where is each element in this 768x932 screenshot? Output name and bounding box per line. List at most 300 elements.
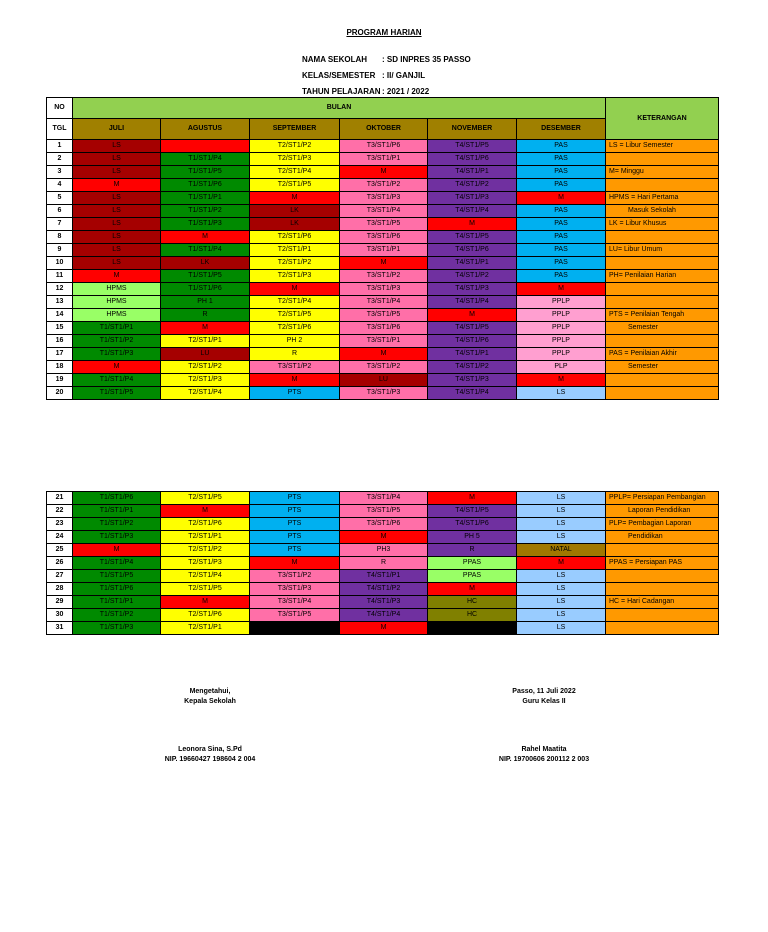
- schedule-cell: HPMS: [73, 296, 161, 309]
- day-number: 19: [47, 374, 73, 387]
- schedule-cell: HC: [428, 596, 517, 609]
- day-number: 25: [47, 544, 73, 557]
- schedule-cell: PPAS: [428, 557, 517, 570]
- schedule-cell: LS: [517, 387, 606, 400]
- keterangan-cell: [606, 544, 719, 557]
- schedule-cell: LS: [73, 257, 161, 270]
- schedule-cell: LS: [517, 492, 606, 505]
- schedule-cell: PAS: [517, 257, 606, 270]
- day-number: 30: [47, 609, 73, 622]
- day-number: 1: [47, 140, 73, 153]
- schedule-cell: T1/ST1/P3: [73, 531, 161, 544]
- keterangan-cell: [606, 257, 719, 270]
- schedule-cell: T4/ST1/P1: [428, 166, 517, 179]
- schedule-cell: M: [250, 283, 340, 296]
- schedule-cell: T1/ST1/P5: [161, 166, 250, 179]
- schedule-cell: T2/ST1/P4: [161, 570, 250, 583]
- schedule-cell: LS: [73, 192, 161, 205]
- schedule-cell: T3/ST1/P5: [340, 218, 428, 231]
- schedule-cell: LS: [517, 531, 606, 544]
- info-value: : 2021 / 2022: [382, 87, 430, 96]
- schedule-cell: PTS: [250, 505, 340, 518]
- keterangan-cell: [606, 179, 719, 192]
- schedule-cell: T2/ST1/P1: [161, 622, 250, 635]
- keterangan-cell: PPLP= Persiapan Pembangian: [606, 492, 719, 505]
- schedule-cell: T1/ST1/P3: [73, 348, 161, 361]
- schedule-cell: PAS: [517, 166, 606, 179]
- keterangan-cell: PLP= Pembagian Laporan: [606, 518, 719, 531]
- schedule-cell: PPAS: [428, 570, 517, 583]
- day-number: 14: [47, 309, 73, 322]
- schedule-cell: T3/ST1/P5: [340, 505, 428, 518]
- schedule-cell: PTS: [250, 531, 340, 544]
- signature-right-heading: [484, 687, 604, 707]
- day-number: 20: [47, 387, 73, 400]
- info-label: KELAS/SEMESTER: [302, 71, 376, 80]
- schedule-cell: T2/ST1/P4: [250, 166, 340, 179]
- day-number: 29: [47, 596, 73, 609]
- schedule-cell: T3/ST1/P2: [340, 361, 428, 374]
- table-row: [47, 518, 719, 531]
- schedule-cell: T4/ST1/P6: [428, 335, 517, 348]
- schedule-cell: T2/ST1/P2: [250, 257, 340, 270]
- schedule-cell: T2/ST1/P3: [161, 374, 250, 387]
- keterangan-cell: LS = Libur Semester: [606, 140, 719, 153]
- schedule-cell: T3/ST1/P3: [340, 387, 428, 400]
- schedule-cell: T1/ST1/P1: [161, 192, 250, 205]
- schedule-cell: T2/ST1/P5: [161, 492, 250, 505]
- schedule-cell: T3/ST1/P2: [340, 179, 428, 192]
- table-row: [47, 166, 719, 179]
- schedule-cell: T3/ST1/P5: [340, 309, 428, 322]
- signature-line: Mengetahui,: [189, 688, 231, 695]
- schedule-cell: T1/ST1/P6: [161, 179, 250, 192]
- keterangan-cell: [606, 335, 719, 348]
- schedule-cell: T4/ST1/P6: [428, 518, 517, 531]
- info-label: TAHUN PELAJARAN: [302, 87, 381, 96]
- schedule-cell: R: [250, 348, 340, 361]
- schedule-cell: PLP: [517, 361, 606, 374]
- keterangan-cell: PH= Penilaian Harian: [606, 270, 719, 283]
- schedule-cell: T2/ST1/P5: [161, 583, 250, 596]
- month-header: DESEMBER: [517, 119, 606, 140]
- table-row: [47, 609, 719, 622]
- schedule-cell: T4/ST1/P4: [340, 609, 428, 622]
- info-row-school: [302, 53, 471, 69]
- keterangan-cell: [606, 231, 719, 244]
- schedule-cell: LS: [517, 518, 606, 531]
- table-row: [47, 192, 719, 205]
- table-row: [47, 296, 719, 309]
- schedule-cell: LS: [517, 583, 606, 596]
- day-number: 3: [47, 166, 73, 179]
- keterangan-cell: Pendidikan: [606, 531, 719, 544]
- schedule-cell: LS: [73, 244, 161, 257]
- day-number: 2: [47, 153, 73, 166]
- schedule-cell: M: [250, 374, 340, 387]
- day-number: 31: [47, 622, 73, 635]
- table-row: [47, 205, 719, 218]
- schedule-cell: LS: [73, 140, 161, 153]
- day-number: 15: [47, 322, 73, 335]
- schedule-cell: R: [428, 544, 517, 557]
- table-row: [47, 531, 719, 544]
- schedule-cell: T1/ST1/P1: [73, 505, 161, 518]
- schedule-cell: T2/ST1/P3: [250, 153, 340, 166]
- info-value: : SD INPRES 35 PASSO: [382, 55, 471, 64]
- table-row: [47, 309, 719, 322]
- table-row: [47, 257, 719, 270]
- day-number: 9: [47, 244, 73, 257]
- schedule-cell: T2/ST1/P2: [250, 140, 340, 153]
- keterangan-cell: [606, 374, 719, 387]
- schedule-cell: LU: [161, 348, 250, 361]
- schedule-cell: NATAL: [517, 544, 606, 557]
- schedule-cell: T3/ST1/P6: [340, 322, 428, 335]
- schedule-cell: T1/ST1/P4: [73, 557, 161, 570]
- schedule-cell: M: [73, 270, 161, 283]
- signature-left-name: [140, 745, 280, 765]
- schedule-cell: T2/ST1/P1: [250, 244, 340, 257]
- schedule-cell: LS: [73, 166, 161, 179]
- schedule-cell: T4/ST1/P4: [428, 296, 517, 309]
- schedule-cell: M: [250, 192, 340, 205]
- schedule-cell: M: [517, 374, 606, 387]
- schedule-cell: T2/ST1/P6: [161, 518, 250, 531]
- day-number: 28: [47, 583, 73, 596]
- schedule-cell: T4/ST1/P5: [428, 322, 517, 335]
- schedule-cell: M: [340, 166, 428, 179]
- schedule-cell: T1/ST1/P5: [161, 270, 250, 283]
- table-row: [47, 348, 719, 361]
- month-header: NOVEMBER: [428, 119, 517, 140]
- schedule-cell: LS: [73, 231, 161, 244]
- schedule-cell: T1/ST1/P6: [73, 583, 161, 596]
- day-number: 6: [47, 205, 73, 218]
- schedule-cell: T2/ST1/P5: [250, 179, 340, 192]
- keterangan-cell: Masuk Sekolah: [606, 205, 719, 218]
- header-bulan: BULAN: [73, 98, 606, 119]
- schedule-cell: T2/ST1/P2: [161, 544, 250, 557]
- schedule-cell: M: [161, 596, 250, 609]
- schedule-cell: T4/ST1/P3: [428, 192, 517, 205]
- schedule-cell: T3/ST1/P2: [250, 361, 340, 374]
- schedule-cell: T3/ST1/P2: [340, 270, 428, 283]
- table-row: [47, 322, 719, 335]
- schedule-cell: M: [517, 557, 606, 570]
- schedule-cell: PAS: [517, 270, 606, 283]
- schedule-cell: M: [428, 583, 517, 596]
- schedule-cell: T3/ST1/P6: [340, 518, 428, 531]
- schedule-cell: HC: [428, 609, 517, 622]
- schedule-cell: T3/ST1/P1: [340, 153, 428, 166]
- table-row: [47, 583, 719, 596]
- signature-left-heading: [150, 687, 270, 707]
- table-row: [47, 140, 719, 153]
- schedule-cell: PH 5: [428, 531, 517, 544]
- keterangan-cell: [606, 609, 719, 622]
- info-value: : II/ GANJIL: [382, 71, 426, 80]
- keterangan-cell: Laporan Pendidikan: [606, 505, 719, 518]
- table-row: [47, 270, 719, 283]
- schedule-cell: PPLP: [517, 335, 606, 348]
- day-number: 27: [47, 570, 73, 583]
- month-header: OKTOBER: [340, 119, 428, 140]
- keterangan-cell: [606, 387, 719, 400]
- table-row: [47, 492, 719, 505]
- day-number: 8: [47, 231, 73, 244]
- schedule-cell: PH3: [340, 544, 428, 557]
- schedule-cell: T4/ST1/P1: [340, 570, 428, 583]
- table-row: [47, 387, 719, 400]
- schedule-cell: T1/ST1/P1: [73, 322, 161, 335]
- day-number: 17: [47, 348, 73, 361]
- table-row: [47, 374, 719, 387]
- table-row: [47, 361, 719, 374]
- schedule-cell: HPMS: [73, 309, 161, 322]
- schedule-cell: T4/ST1/P1: [428, 348, 517, 361]
- schedule-cell: T4/ST1/P3: [428, 374, 517, 387]
- schedule-cell: LK: [250, 205, 340, 218]
- schedule-cell: T4/ST1/P4: [428, 205, 517, 218]
- keterangan-cell: LU= Libur Umum: [606, 244, 719, 257]
- schedule-cell: T3/ST1/P4: [250, 596, 340, 609]
- schedule-cell: PAS: [517, 205, 606, 218]
- day-number: 18: [47, 361, 73, 374]
- schedule-cell: T4/ST1/P5: [428, 140, 517, 153]
- signature-line: Guru Kelas II: [522, 698, 566, 705]
- schedule-cell: T1/ST1/P5: [73, 570, 161, 583]
- table-row: [47, 505, 719, 518]
- schedule-cell: R: [161, 309, 250, 322]
- schedule-cell: PTS: [250, 387, 340, 400]
- schedule-cell: [250, 622, 340, 635]
- keterangan-cell: PPAS = Persiapan PAS: [606, 557, 719, 570]
- schedule-cell: M: [73, 544, 161, 557]
- schedule-cell: T4/ST1/P3: [340, 596, 428, 609]
- schedule-cell: T3/ST1/P4: [340, 492, 428, 505]
- schedule-cell: LS: [73, 205, 161, 218]
- schedule-cell: LU: [340, 374, 428, 387]
- signature-line: Leonora Sina, S.Pd: [178, 746, 242, 753]
- schedule-cell: T2/ST1/P3: [161, 557, 250, 570]
- schedule-cell: PTS: [250, 518, 340, 531]
- schedule-cell: LK: [250, 218, 340, 231]
- signature-line: Rahel Maatita: [521, 746, 567, 753]
- schedule-cell: T2/ST1/P5: [250, 309, 340, 322]
- month-header: SEPTEMBER: [250, 119, 340, 140]
- keterangan-cell: HPMS = Hari Pertama: [606, 192, 719, 205]
- schedule-cell: LS: [517, 570, 606, 583]
- schedule-cell: PPLP: [517, 348, 606, 361]
- keterangan-cell: Semester: [606, 361, 719, 374]
- header-tgl: TGL: [47, 119, 73, 140]
- schedule-cell: T3/ST1/P1: [340, 244, 428, 257]
- schedule-cell: M: [340, 348, 428, 361]
- schedule-cell: T4/ST1/P2: [428, 361, 517, 374]
- schedule-cell: T1/ST1/P1: [73, 596, 161, 609]
- day-number: 7: [47, 218, 73, 231]
- signature-right-name: [474, 745, 614, 765]
- schedule-cell: T3/ST1/P2: [250, 570, 340, 583]
- schedule-cell: T1/ST1/P3: [73, 622, 161, 635]
- schedule-cell: T2/ST1/P2: [161, 361, 250, 374]
- keterangan-cell: LK = Libur Khusus: [606, 218, 719, 231]
- header-keterangan: KETERANGAN: [606, 98, 719, 140]
- schedule-cell: M: [161, 231, 250, 244]
- schedule-cell: PH 1: [161, 296, 250, 309]
- table-row: [47, 153, 719, 166]
- signature-line: NIP. 19660427 198604 2 004: [164, 756, 256, 763]
- day-number: 26: [47, 557, 73, 570]
- schedule-cell: T4/ST1/P6: [428, 153, 517, 166]
- month-header: AGUSTUS: [161, 119, 250, 140]
- schedule-cell: PAS: [517, 231, 606, 244]
- schedule-cell: M: [517, 192, 606, 205]
- schedule-cell: PPLP: [517, 322, 606, 335]
- schedule-cell: T2/ST1/P3: [250, 270, 340, 283]
- table-row: [47, 179, 719, 192]
- schedule-cell: T3/ST1/P5: [250, 609, 340, 622]
- schedule-cell: T4/ST1/P2: [340, 583, 428, 596]
- day-number: 16: [47, 335, 73, 348]
- schedule-cell: T3/ST1/P6: [340, 140, 428, 153]
- schedule-cell: T1/ST1/P2: [161, 205, 250, 218]
- schedule-cell: M: [340, 531, 428, 544]
- day-number: 24: [47, 531, 73, 544]
- schedule-cell: T4/ST1/P5: [428, 505, 517, 518]
- schedule-cell: T1/ST1/P3: [161, 218, 250, 231]
- month-header: JULI: [73, 119, 161, 140]
- signature-line: NIP. 19700606 200112 2 003: [498, 756, 590, 763]
- schedule-cell: T4/ST1/P1: [428, 257, 517, 270]
- schedule-cell: LS: [517, 596, 606, 609]
- day-number: 13: [47, 296, 73, 309]
- schedule-table-1: [46, 97, 719, 400]
- schedule-cell: T4/ST1/P5: [428, 231, 517, 244]
- schedule-cell: T4/ST1/P3: [428, 283, 517, 296]
- schedule-cell: PH 2: [250, 335, 340, 348]
- table-row: [47, 570, 719, 583]
- schedule-cell: M: [73, 361, 161, 374]
- schedule-cell: LK: [161, 257, 250, 270]
- schedule-cell: [161, 140, 250, 153]
- schedule-cell: T3/ST1/P3: [340, 283, 428, 296]
- schedule-cell: HPMS: [73, 283, 161, 296]
- keterangan-cell: [606, 296, 719, 309]
- schedule-cell: T3/ST1/P4: [340, 296, 428, 309]
- schedule-cell: M: [428, 309, 517, 322]
- schedule-cell: T4/ST1/P6: [428, 244, 517, 257]
- table-row: [47, 244, 719, 257]
- schedule-cell: M: [428, 218, 517, 231]
- schedule-cell: LS: [73, 153, 161, 166]
- keterangan-cell: [606, 570, 719, 583]
- schedule-cell: T4/ST1/P4: [428, 387, 517, 400]
- schedule-cell: T2/ST1/P4: [161, 387, 250, 400]
- schedule-cell: T1/ST1/P2: [73, 518, 161, 531]
- schedule-cell: M: [250, 557, 340, 570]
- schedule-cell: M: [73, 179, 161, 192]
- keterangan-cell: [606, 622, 719, 635]
- schedule-cell: LS: [517, 622, 606, 635]
- schedule-cell: M: [340, 257, 428, 270]
- keterangan-cell: [606, 283, 719, 296]
- keterangan-cell: PTS = Penilaian Tengah: [606, 309, 719, 322]
- day-number: 5: [47, 192, 73, 205]
- schedule-cell: R: [340, 557, 428, 570]
- schedule-cell: T3/ST1/P3: [250, 583, 340, 596]
- schedule-cell: T1/ST1/P2: [73, 609, 161, 622]
- table-row: [47, 544, 719, 557]
- schedule-cell: T3/ST1/P3: [340, 192, 428, 205]
- schedule-cell: T2/ST1/P6: [161, 609, 250, 622]
- schedule-cell: PAS: [517, 140, 606, 153]
- day-number: 21: [47, 492, 73, 505]
- schedule-cell: LS: [73, 218, 161, 231]
- info-row-class: [302, 69, 471, 85]
- schedule-cell: PAS: [517, 244, 606, 257]
- keterangan-cell: PAS = Penilaian Akhir: [606, 348, 719, 361]
- day-number: 12: [47, 283, 73, 296]
- header-no: NO: [47, 98, 73, 119]
- schedule-cell: M: [340, 622, 428, 635]
- keterangan-cell: [606, 153, 719, 166]
- schedule-cell: LS: [517, 609, 606, 622]
- schedule-cell: M: [517, 283, 606, 296]
- keterangan-cell: Semester: [606, 322, 719, 335]
- day-number: 4: [47, 179, 73, 192]
- day-number: 11: [47, 270, 73, 283]
- day-number: 23: [47, 518, 73, 531]
- schedule-cell: T2/ST1/P6: [250, 231, 340, 244]
- table-row: [47, 218, 719, 231]
- schedule-cell: T1/ST1/P5: [73, 387, 161, 400]
- schedule-cell: T4/ST1/P2: [428, 179, 517, 192]
- schedule-cell: M: [161, 322, 250, 335]
- schedule-cell: T3/ST1/P4: [340, 205, 428, 218]
- schedule-cell: PPLP: [517, 296, 606, 309]
- signature-line: Passo, 11 Juli 2022: [512, 688, 576, 695]
- keterangan-cell: [606, 583, 719, 596]
- schedule-cell: PAS: [517, 153, 606, 166]
- schedule-cell: M: [428, 492, 517, 505]
- schedule-cell: T3/ST1/P6: [340, 231, 428, 244]
- info-label: NAMA SEKOLAH: [302, 55, 368, 64]
- table-row: [47, 557, 719, 570]
- schedule-cell: PAS: [517, 179, 606, 192]
- schedule-cell: T1/ST1/P6: [161, 283, 250, 296]
- schedule-cell: T3/ST1/P1: [340, 335, 428, 348]
- day-number: 22: [47, 505, 73, 518]
- table-row: [47, 622, 719, 635]
- schedule-cell: LS: [517, 505, 606, 518]
- schedule-cell: PTS: [250, 492, 340, 505]
- day-number: 10: [47, 257, 73, 270]
- schedule-cell: T1/ST1/P4: [161, 153, 250, 166]
- table-row: [47, 231, 719, 244]
- table-row: [47, 283, 719, 296]
- keterangan-cell: M= Minggu: [606, 166, 719, 179]
- schedule-cell: M: [161, 505, 250, 518]
- school-info: [302, 53, 471, 101]
- schedule-table-2: [46, 491, 719, 635]
- schedule-cell: T1/ST1/P2: [73, 335, 161, 348]
- schedule-cell: T1/ST1/P6: [73, 492, 161, 505]
- table-row: [47, 596, 719, 609]
- signature-line: Kepala Sekolah: [184, 698, 236, 705]
- keterangan-cell: HC = Hari Cadangan: [606, 596, 719, 609]
